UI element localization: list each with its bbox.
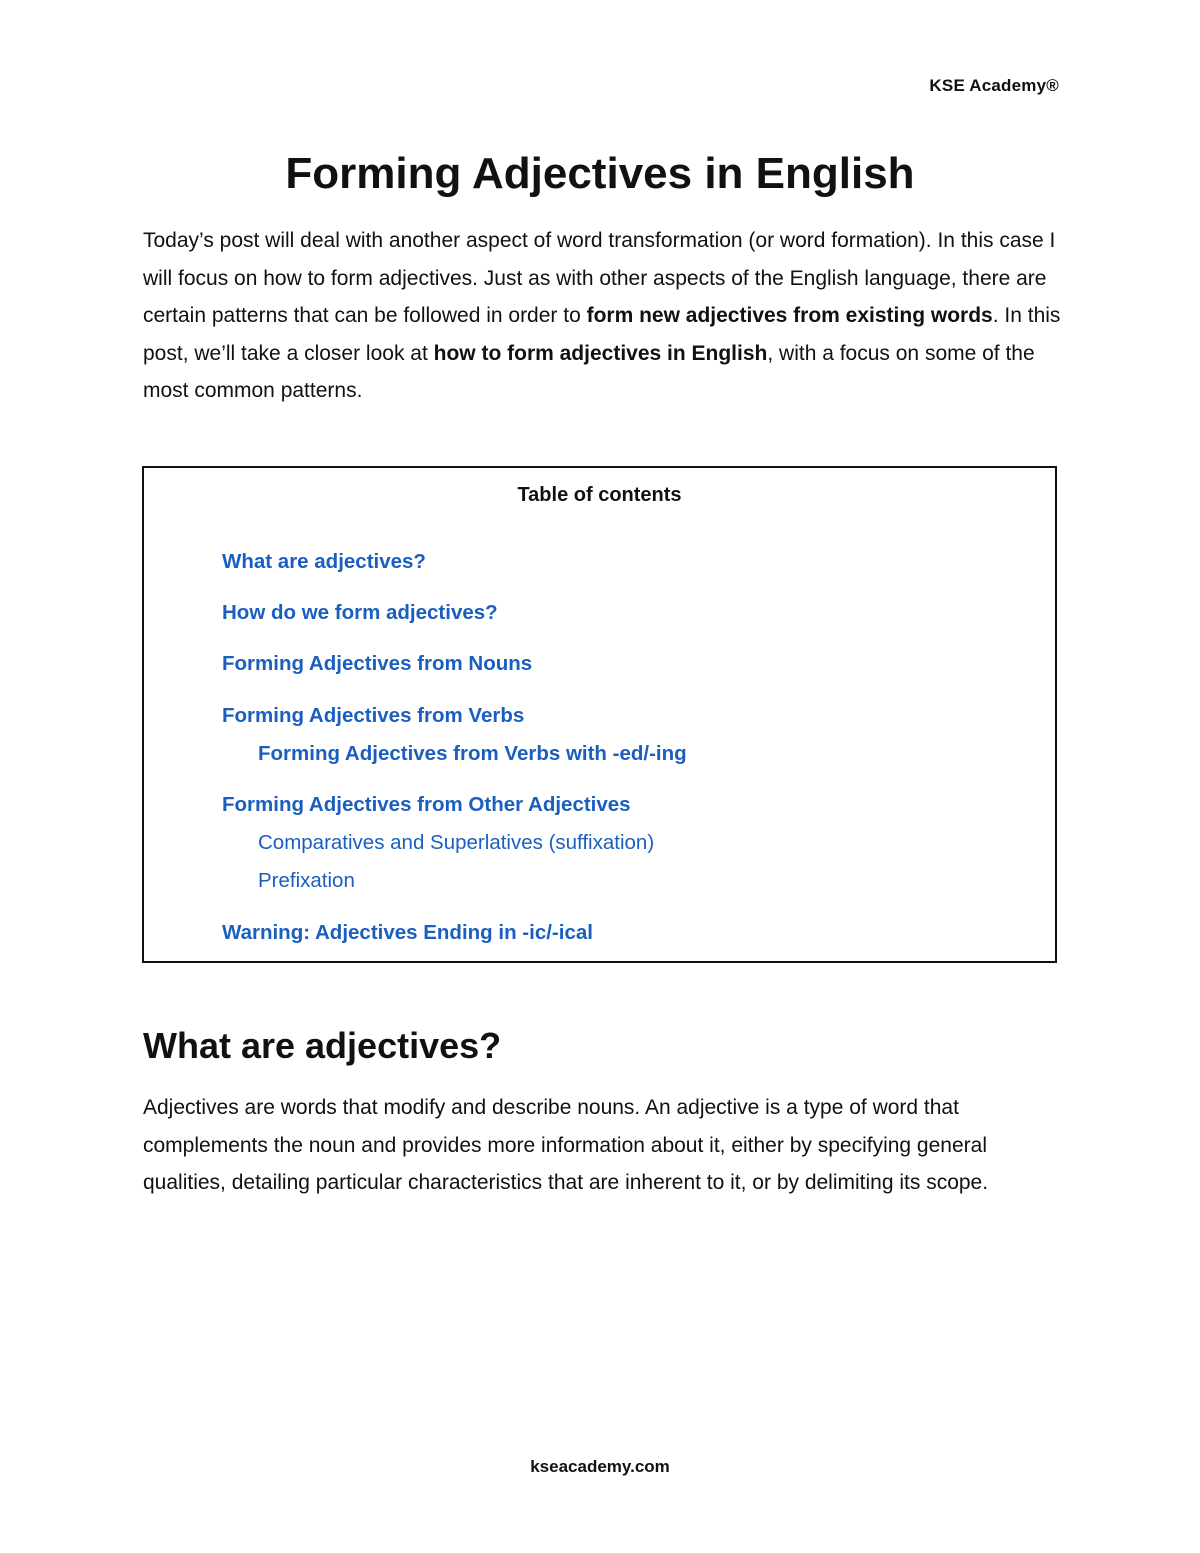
header-brand: KSE Academy® <box>929 76 1059 95</box>
intro-text-2: . In this post, we’ll take a closer look at <box>143 304 1061 365</box>
intro-paragraph <box>143 222 1073 410</box>
toc-heading: Table of contents <box>517 484 682 506</box>
section-heading-what-are-adjectives: What are adjectives? <box>143 1025 502 1066</box>
toc-link-how-do-we-form[interactable]: How do we form adjectives? <box>222 601 498 624</box>
toc-link-from-other-adjectives[interactable]: Forming Adjectives from Other Adjectives <box>222 793 631 816</box>
intro-text-1: Today’s post will deal with another aspect of word transformation (or word formation). In this case I will focus on how to form adjectives. Just as with other aspects of the English language, there are certain patterns that can be followed in order to <box>143 229 1056 327</box>
toc-link-from-verbs[interactable]: Forming Adjectives from Verbs <box>222 704 525 727</box>
section-body-paragraph: Adjectives are words that modify and describe nouns. An adjective is a type of word that complements the noun and provides more information about it, either by specifying general qualities, detailing particular characteristics that are inherent to it, or by delimiting its scope. <box>143 1096 989 1194</box>
intro-text-3: , with a focus on some of the most common patterns. <box>143 341 1035 402</box>
intro-bold-2: how to form adjectives in English <box>433 341 768 365</box>
footer-site: kseacademy.com <box>530 1457 670 1476</box>
toc-link-comparatives-superlatives[interactable]: Comparatives and Superlatives (suffixation) <box>258 831 655 854</box>
toc-link-warning-ic-ical[interactable]: Warning: Adjectives Ending in -ic/-ical <box>222 921 593 944</box>
intro-bold-1: form new adjectives from existing words <box>586 304 993 327</box>
table-of-contents <box>142 466 1057 963</box>
toc-link-what-are-adjectives[interactable]: What are adjectives? <box>222 550 426 573</box>
toc-link-verbs-ed-ing[interactable]: Forming Adjectives from Verbs with -ed/-ing <box>258 742 687 765</box>
page-title: Forming Adjectives in English <box>285 149 915 198</box>
toc-link-from-nouns[interactable]: Forming Adjectives from Nouns <box>222 652 533 675</box>
toc-link-prefixation[interactable]: Prefixation <box>258 869 355 892</box>
